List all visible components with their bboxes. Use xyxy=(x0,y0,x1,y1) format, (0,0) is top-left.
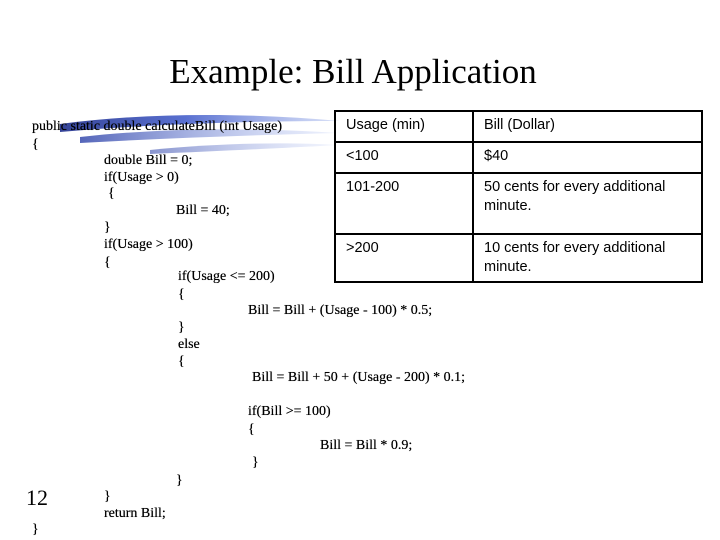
table-header-cell: Bill (Dollar) xyxy=(473,111,702,142)
code-line: { xyxy=(104,255,111,270)
table-row xyxy=(335,234,702,282)
code-line: } xyxy=(32,522,39,537)
code-line: { xyxy=(32,137,39,152)
code-line: } xyxy=(104,489,111,504)
code-line: { xyxy=(248,422,255,437)
code-line: } xyxy=(176,473,183,488)
code-line: { xyxy=(178,354,185,369)
code-line: Bill = Bill + (Usage - 100) * 0.5; xyxy=(248,303,433,318)
code-line: Bill = Bill + 50 + (Usage - 200) * 0.1; xyxy=(252,370,466,385)
table-cell: 10 cents for every additional minute. xyxy=(473,234,702,282)
table-header-cell: Usage (min) xyxy=(335,111,473,142)
slide-title: Example: Bill Application xyxy=(169,52,537,91)
code-line: if(Usage > 100) xyxy=(104,237,193,252)
code-line: } xyxy=(178,320,185,335)
table-row xyxy=(335,173,702,234)
code-line: { xyxy=(178,287,185,302)
code-line: if(Usage > 0) xyxy=(104,170,179,185)
code-line: public static double calculateBill (int Usage) xyxy=(32,119,282,134)
code-line: Bill = Bill * 0.9; xyxy=(320,438,413,453)
code-line: else xyxy=(178,337,200,352)
code-line: Bill = 40; xyxy=(176,203,230,218)
code-line: } xyxy=(104,220,111,235)
table-cell: >200 xyxy=(335,234,473,282)
code-line: if(Usage <= 200) xyxy=(178,269,275,284)
code-line: double Bill = 0; xyxy=(104,153,193,168)
code-line: } xyxy=(252,455,259,470)
table-cell: 101-200 xyxy=(335,173,473,234)
code-line: { xyxy=(108,186,115,201)
code-line: return Bill; xyxy=(104,506,166,521)
slide-number: 12 xyxy=(26,485,48,510)
table-cell: $40 xyxy=(473,142,702,173)
code-line: if(Bill >= 100) xyxy=(248,404,331,419)
table-cell: 50 cents for every additional minute. xyxy=(473,173,702,234)
bill-rate-table xyxy=(334,110,703,283)
table-row xyxy=(335,142,702,173)
table-header-row xyxy=(335,111,702,142)
table-cell: <100 xyxy=(335,142,473,173)
